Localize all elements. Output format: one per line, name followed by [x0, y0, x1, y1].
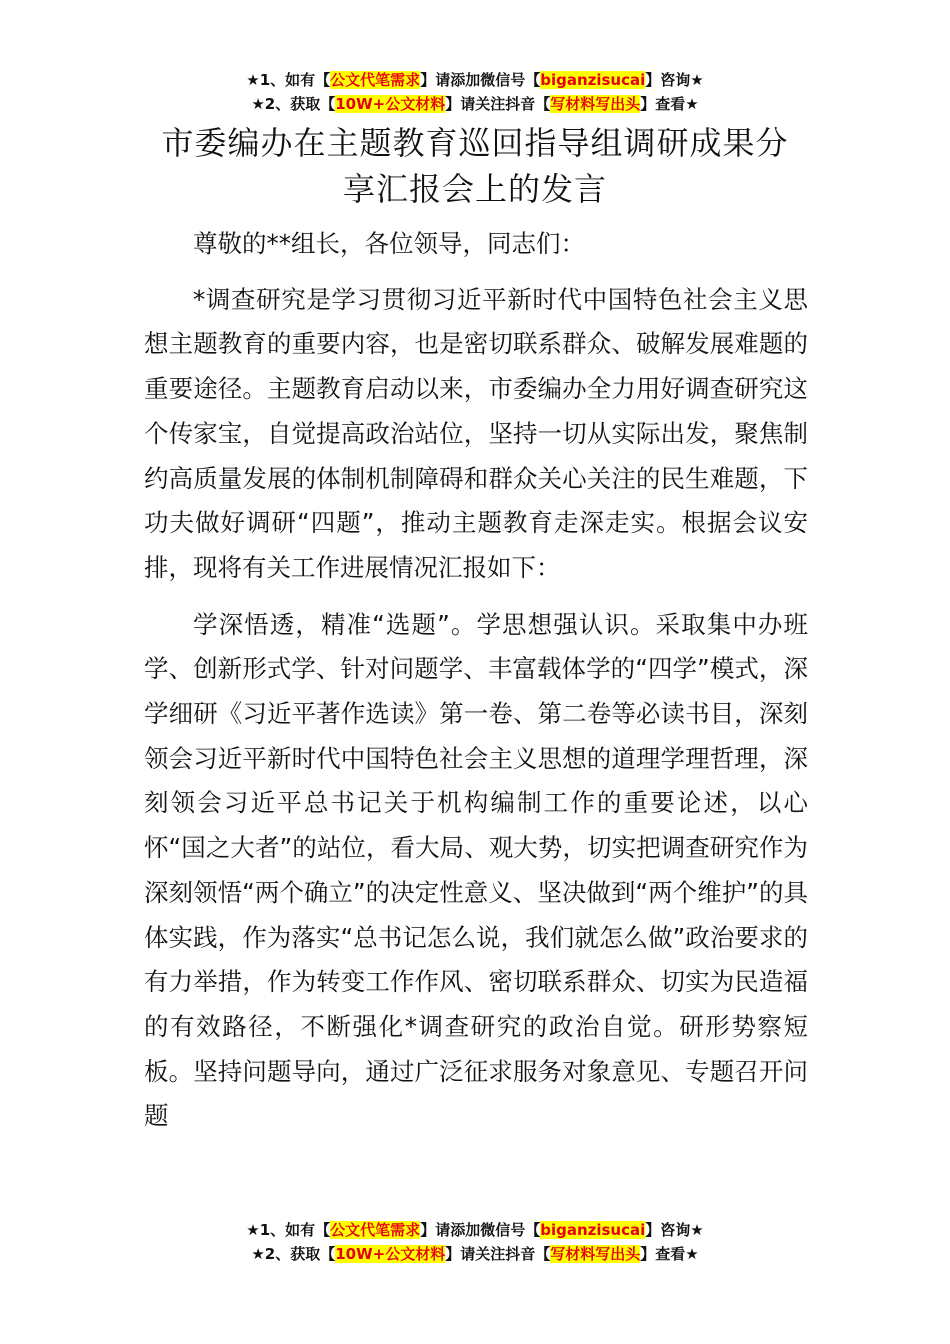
promo-banner-top [0, 68, 950, 116]
promo-line-2: ★2、获取【10W+公文材料】请关注抖音【写材料写出头】查看★ [251, 1245, 699, 1263]
promo-line-2: ★2、获取【10W+公文材料】请关注抖音【写材料写出头】查看★ [251, 95, 699, 113]
title-line-1: 市委编办在主题教育巡回指导组调研成果分 [161, 124, 789, 162]
promo-highlight: 公文代笔需求 [330, 1221, 421, 1239]
promo-highlight: biganzisucai [540, 71, 646, 89]
promo-highlight: 10W+公文材料 [335, 1245, 446, 1263]
promo-line-1: ★1、如有【公文代笔需求】请添加微信号【biganzisucai】咨询★ [246, 1221, 704, 1239]
promo-highlight: 写材料写出头 [550, 95, 641, 113]
promo-banner-bottom [0, 1218, 950, 1266]
paragraph-section-1: 学深悟透，精准“选题”。学思想强认识。采取集中办班学、创新形式学、针对问题学、丰富载体学的“四学”模式，深学细研《习近平著作选读》第一卷、第二卷等必读书目，深刻领会习近平新时代中国特色社会主义思想的道理学理哲理，深刻领会习近平总书记关于机构编制工作的重要论述，以心怀“国之大者”的站位，看大局、观大势，切实把调查研究作为深刻领悟“两个确立”的决定性意义、坚决做到“两个维护”的具体实践，作为落实“总书记怎么说，我们就怎么做”政治要求的有力举措，作为转变工作作风、密切联系群众、切实为民造福的有效路径，不断强化*调查研究的政治自觉。研形势察短板。坚持问题导向，通过广泛征求服务对象意见、专题召开问题 [144, 609, 808, 1131]
promo-line-1: ★1、如有【公文代笔需求】请添加微信号【biganzisucai】咨询★ [246, 71, 704, 89]
promo-highlight: 写材料写出头 [550, 1245, 641, 1263]
promo-highlight: 10W+公文材料 [335, 95, 446, 113]
title-line-2: 享汇报会上的发言 [342, 170, 607, 208]
promo-highlight: 公文代笔需求 [330, 71, 421, 89]
document-title [100, 120, 850, 212]
document-body [144, 222, 808, 1139]
paragraph-intro: *调查研究是学习贯彻习近平新时代中国特色社会主义思想主题教育的重要内容，也是密切联系群众、破解发展难题的重要途径。主题教育启动以来，市委编办全力用好调查研究这个传家宝，自觉提高政治站位，坚持一切从实际出发，聚焦制约高质量发展的体制机制障碍和群众关心关注的民生难题，下功夫做好调研“四题”，推动主题教育走深走实。根据会议安排，现将有关工作进展情况汇报如下： [144, 284, 808, 582]
promo-highlight: biganzisucai [540, 1221, 646, 1239]
salutation: 尊敬的**组长，各位领导，同志们： [193, 229, 585, 258]
